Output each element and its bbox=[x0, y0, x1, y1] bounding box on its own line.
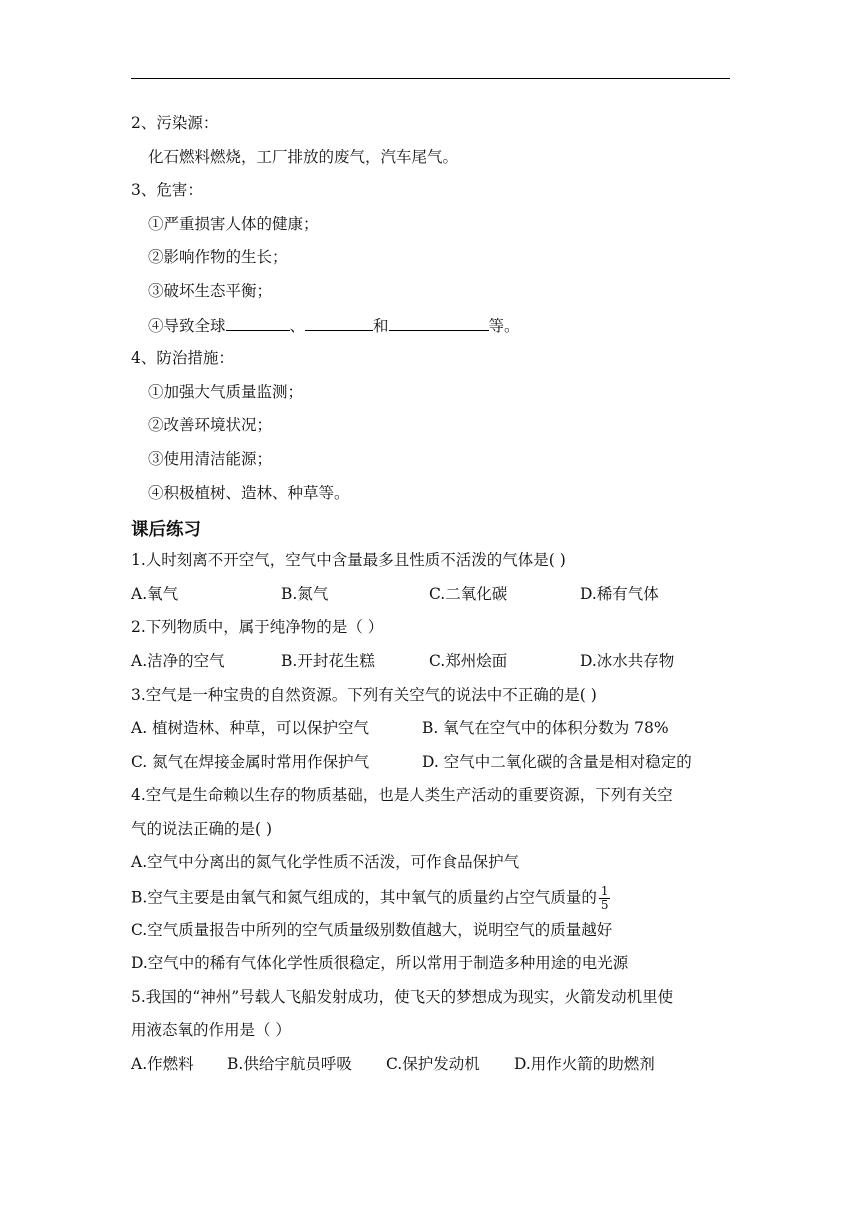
fraction-denominator: 5 bbox=[600, 898, 609, 913]
harm-item-4 bbox=[131, 314, 730, 348]
question-5-stem-line-2: 用液态氧的作用是（ ） bbox=[131, 1021, 291, 1040]
harm-item-4-prefix: ④导致全球 bbox=[148, 316, 226, 335]
option-d[interactable]: D. 空气中二氧化碳的含量是相对稳定的 bbox=[422, 752, 692, 771]
option-c[interactable]: C.二氧化碳 bbox=[429, 584, 508, 603]
option-c[interactable]: C.保护发动机 bbox=[386, 1055, 480, 1074]
question-2-stem: 2.下列物质中，属于纯净物的是（ ） bbox=[131, 618, 384, 637]
harm-item-1: ①严重损害人体的健康； bbox=[148, 214, 319, 233]
prevention-item-3: ③使用清洁能源； bbox=[148, 449, 273, 468]
question-1-stem: 1.人时刻离不开空气，空气中含量最多且性质不活泼的气体是( ) bbox=[131, 551, 566, 570]
section-prevention-title: 4、防治措施： bbox=[131, 349, 234, 368]
question-3-options-row-1 bbox=[131, 717, 730, 751]
harm-item-4-separator: 、 bbox=[289, 316, 306, 335]
question-3-stem: 3.空气是一种宝贵的自然资源。下列有关空气的说法中不正确的是( ) bbox=[131, 685, 597, 704]
question-4-stem-line-1: 4.空气是生命赖以生存的物质基础，也是人类生产活动的重要资源，下列有关空 bbox=[131, 786, 673, 805]
option-b[interactable]: B.供给宇航员呼吸 bbox=[227, 1055, 352, 1074]
option-a[interactable]: A.作燃料 bbox=[131, 1055, 194, 1074]
harm-item-3: ③破坏生态平衡； bbox=[148, 281, 273, 300]
question-1-options bbox=[131, 583, 730, 617]
fill-in-blank-1[interactable] bbox=[226, 314, 290, 331]
option-b[interactable]: B. 氧气在空气中的体积分数为 78% bbox=[422, 719, 669, 738]
prevention-item-1: ①加强大气质量监测； bbox=[148, 382, 304, 401]
fraction-one-fifth bbox=[599, 885, 611, 912]
option-d[interactable]: D.稀有气体 bbox=[580, 584, 659, 603]
question-4-stem-line-2: 气的说法正确的是( ) bbox=[131, 819, 273, 838]
option-c[interactable]: C.空气质量报告中所列的空气质量级别数值越大，说明空气的质量越好 bbox=[131, 920, 613, 939]
option-b[interactable]: B.氮气 bbox=[281, 584, 329, 603]
question-3-options-row-2 bbox=[131, 751, 730, 785]
section-pollution-source-title: 2、污染源： bbox=[131, 114, 219, 132]
option-d[interactable]: D.冰水共存物 bbox=[580, 651, 675, 670]
option-d[interactable]: D.空气中的稀有气体化学性质很稳定，所以常用于制造多种用途的电光源 bbox=[131, 954, 629, 973]
option-c[interactable]: C. 氮气在焊接金属时常用作保护气 bbox=[131, 752, 370, 771]
prevention-item-4: ④积极植树、造林、种草等。 bbox=[148, 483, 350, 502]
option-d[interactable]: D.用作火箭的助燃剂 bbox=[514, 1055, 655, 1074]
fill-in-blank-3[interactable] bbox=[389, 314, 489, 331]
option-b[interactable]: B.开封花生糕 bbox=[281, 651, 375, 670]
harm-item-4-end: 等。 bbox=[488, 316, 520, 335]
prevention-item-2: ②改善环境状况； bbox=[148, 416, 273, 435]
question-5-options bbox=[131, 1053, 730, 1087]
option-c[interactable]: C.郑州烩面 bbox=[429, 651, 508, 670]
option-a[interactable]: A.空气中分离出的氮气化学性质不活泼，可作食品保护气 bbox=[131, 853, 520, 872]
fill-in-blank-2[interactable] bbox=[305, 314, 373, 331]
option-b-text: B.空气主要是由氧气和氮气组成的，其中氧气的质量约占空气质量的 bbox=[131, 888, 597, 907]
section-pollution-source-body: 化石燃料燃烧，工厂排放的废气，汽车尾气。 bbox=[148, 147, 459, 166]
option-a[interactable]: A.氧气 bbox=[131, 584, 179, 603]
section-harm-title: 3、危害： bbox=[131, 181, 203, 200]
harm-item-4-and: 和 bbox=[373, 316, 389, 335]
option-a[interactable]: A.洁净的空气 bbox=[131, 651, 225, 670]
option-a[interactable]: A. 植树造林、种草，可以保护空气 bbox=[131, 719, 370, 738]
question-5-stem-line-1: 5.我国的“神州”号载人飞船发射成功，使飞天的梦想成为现实，火箭发动机里使 bbox=[131, 987, 674, 1006]
fraction-numerator: 1 bbox=[600, 884, 609, 899]
harm-item-2: ②影响作物的生长； bbox=[148, 248, 288, 267]
header-rule bbox=[131, 78, 730, 79]
exercise-heading: 课后练习 bbox=[131, 520, 201, 541]
option-b[interactable] bbox=[131, 885, 730, 919]
question-2-options bbox=[131, 650, 730, 684]
document-body bbox=[131, 112, 730, 1087]
